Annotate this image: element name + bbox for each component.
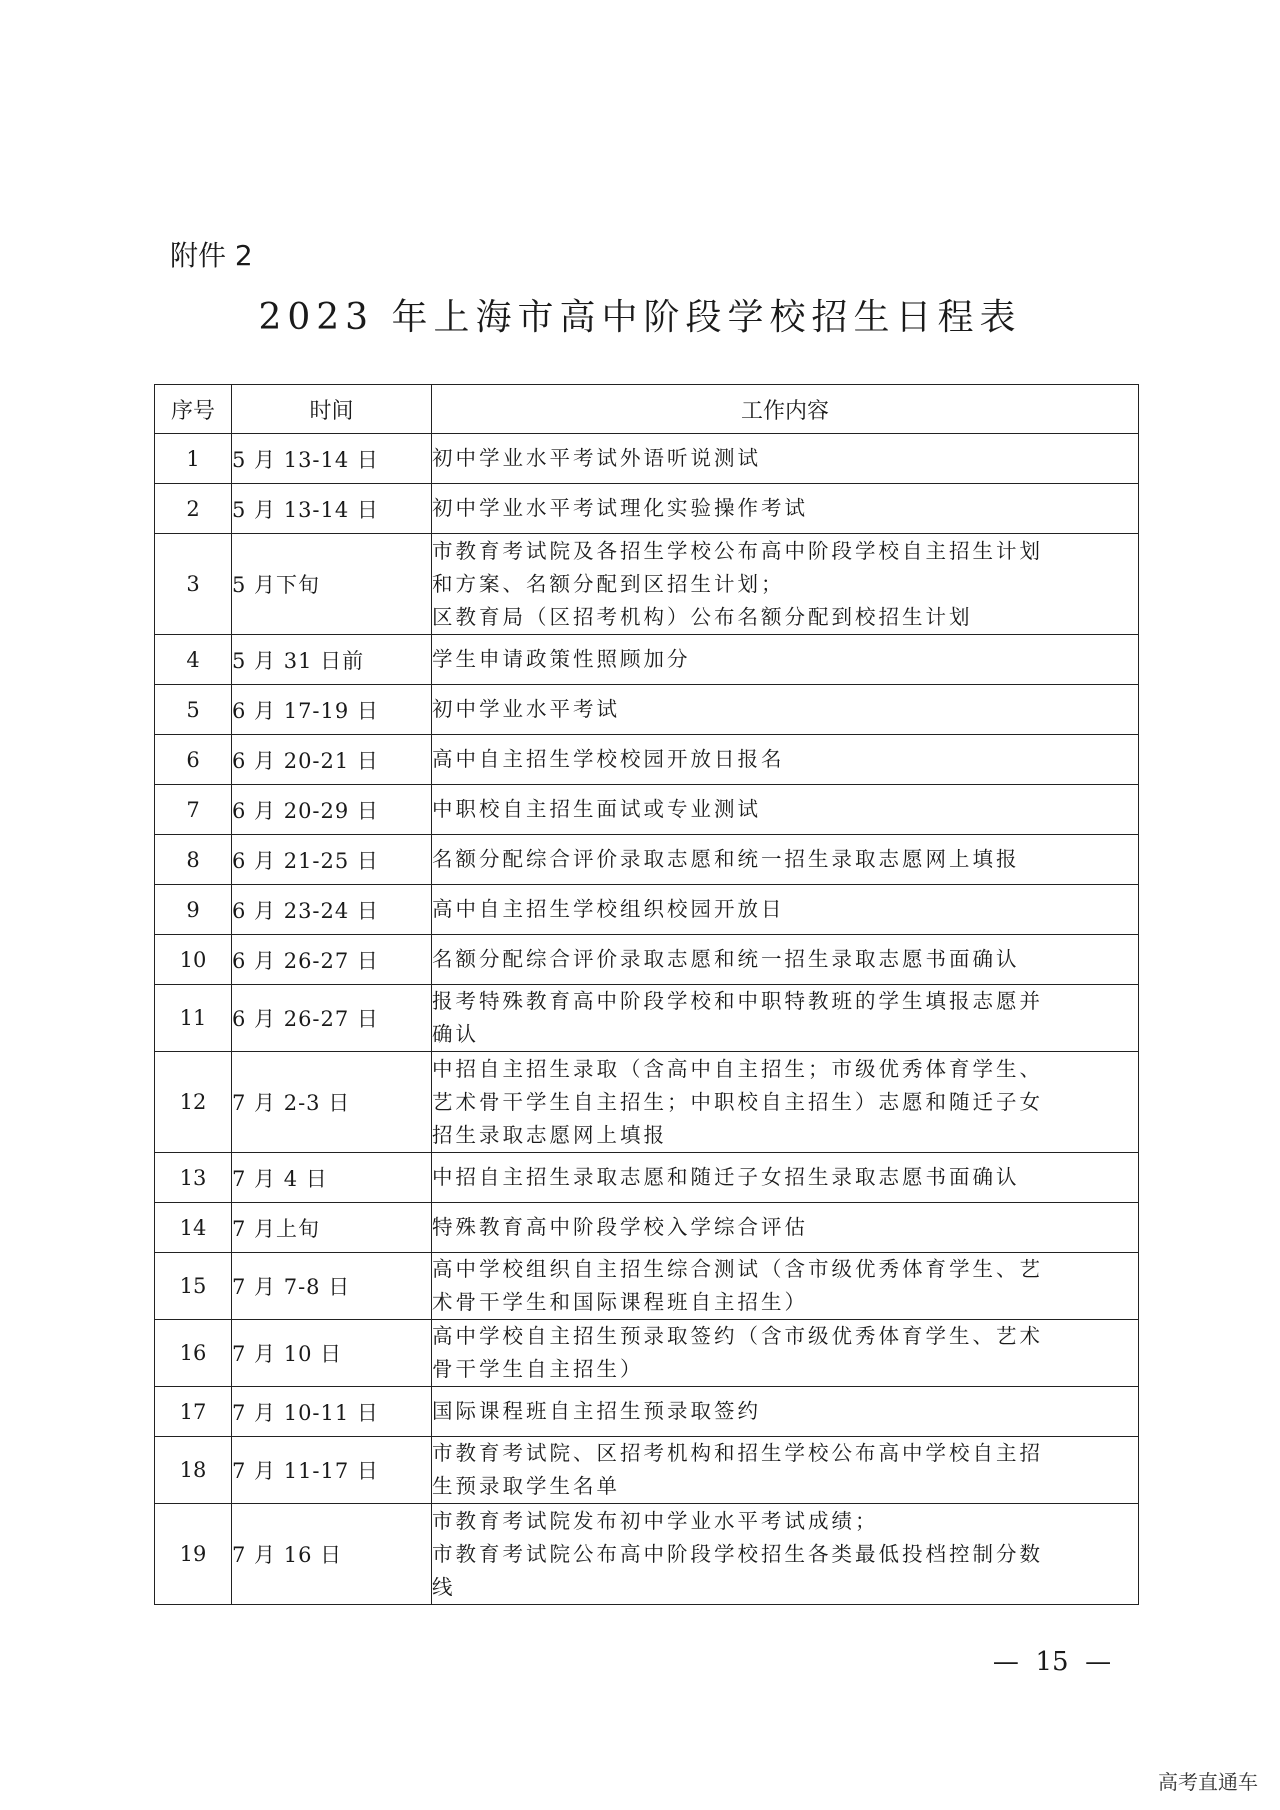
row-time: 7 月 4 日 xyxy=(232,1153,432,1203)
row-number: 12 xyxy=(155,1052,232,1153)
task-line: 市教育考试院、区招考机构和招生学校公布高中学校自主招 xyxy=(432,1441,1043,1465)
table-row xyxy=(155,685,1139,735)
row-task xyxy=(432,1504,1139,1605)
table-body xyxy=(155,434,1139,1605)
row-time: 6 月 20-29 日 xyxy=(232,785,432,835)
task-line: 高中自主招生学校组织校园开放日 xyxy=(432,897,785,921)
table-row xyxy=(155,1203,1139,1253)
row-time: 7 月 11-17 日 xyxy=(232,1437,432,1504)
row-task xyxy=(432,1253,1139,1320)
row-time: 6 月 21-25 日 xyxy=(232,835,432,885)
document-title: 2023 年上海市高中阶段学校招生日程表 xyxy=(258,297,1022,338)
row-time: 7 月上旬 xyxy=(232,1203,432,1253)
table-row xyxy=(155,1253,1139,1320)
row-time: 7 月 16 日 xyxy=(232,1504,432,1605)
row-task xyxy=(432,1052,1139,1153)
task-line: 名额分配综合评价录取志愿和统一招生录取志愿网上填报 xyxy=(432,847,1020,871)
row-number: 17 xyxy=(155,1387,232,1437)
task-line: 和方案、名额分配到区招生计划； xyxy=(432,571,785,596)
row-time: 5 月下旬 xyxy=(232,534,432,635)
table-row xyxy=(155,1153,1139,1203)
table-row xyxy=(155,434,1139,484)
task-line: 术骨干学生和国际课程班自主招生） xyxy=(432,1290,808,1314)
row-number: 13 xyxy=(155,1153,232,1203)
table-header-row xyxy=(155,385,1139,434)
table-row xyxy=(155,635,1139,685)
row-task xyxy=(432,1437,1139,1504)
table-row xyxy=(155,785,1139,835)
row-task xyxy=(432,534,1139,635)
row-time: 6 月 23-24 日 xyxy=(232,885,432,935)
task-line: 区教育局（区招考机构）公布名额分配到校招生计划 xyxy=(432,604,973,629)
row-number: 19 xyxy=(155,1504,232,1605)
row-number: 16 xyxy=(155,1320,232,1387)
row-task xyxy=(432,835,1139,885)
table-row xyxy=(155,1437,1139,1504)
table-row xyxy=(155,1504,1139,1605)
task-line: 初中学业水平考试外语听说测试 xyxy=(432,446,761,470)
row-task xyxy=(432,935,1139,985)
row-time: 7 月 10-11 日 xyxy=(232,1387,432,1437)
table-row xyxy=(155,835,1139,885)
task-line: 市教育考试院发布初中学业水平考试成绩； xyxy=(432,1508,879,1533)
row-time: 6 月 26-27 日 xyxy=(232,985,432,1052)
table-row xyxy=(155,534,1139,635)
row-number: 3 xyxy=(155,534,232,635)
row-time: 6 月 17-19 日 xyxy=(232,685,432,735)
row-time: 6 月 26-27 日 xyxy=(232,935,432,985)
task-line: 高中学校组织自主招生综合测试（含市级优秀体育学生、艺 xyxy=(432,1257,1043,1281)
task-line: 初中学业水平考试理化实验操作考试 xyxy=(432,496,808,520)
task-line: 中招自主招生录取志愿和随迁子女招生录取志愿书面确认 xyxy=(432,1165,1020,1189)
attachment-label: 附件 2 xyxy=(170,239,253,272)
row-task xyxy=(432,635,1139,685)
task-line: 报考特殊教育高中阶段学校和中职特教班的学生填报志愿并 xyxy=(432,989,1043,1013)
row-number: 2 xyxy=(155,484,232,534)
row-task xyxy=(432,1387,1139,1437)
row-time: 7 月 7-8 日 xyxy=(232,1253,432,1320)
row-task xyxy=(432,685,1139,735)
row-time: 7 月 2-3 日 xyxy=(232,1052,432,1153)
row-number: 1 xyxy=(155,434,232,484)
row-task xyxy=(432,1203,1139,1253)
row-time: 6 月 20-21 日 xyxy=(232,735,432,785)
task-line: 名额分配综合评价录取志愿和统一招生录取志愿书面确认 xyxy=(432,947,1020,971)
row-number: 5 xyxy=(155,685,232,735)
task-line: 骨干学生自主招生） xyxy=(432,1357,644,1381)
row-task xyxy=(432,1153,1139,1203)
task-line: 线 xyxy=(432,1574,456,1599)
row-time: 5 月 13-14 日 xyxy=(232,434,432,484)
row-time: 7 月 10 日 xyxy=(232,1320,432,1387)
row-task xyxy=(432,1320,1139,1387)
task-line: 生预录取学生名单 xyxy=(432,1474,620,1498)
task-line: 初中学业水平考试 xyxy=(432,697,620,721)
task-line: 特殊教育高中阶段学校入学综合评估 xyxy=(432,1215,808,1239)
row-number: 6 xyxy=(155,735,232,785)
task-line: 高中自主招生学校校园开放日报名 xyxy=(432,747,785,771)
header-task: 工作内容 xyxy=(432,385,1139,434)
row-task xyxy=(432,885,1139,935)
table-row xyxy=(155,935,1139,985)
row-number: 4 xyxy=(155,635,232,685)
task-line: 艺术骨干学生自主招生；中职校自主招生）志愿和随迁子女 xyxy=(432,1089,1043,1114)
row-task xyxy=(432,484,1139,534)
row-task xyxy=(432,785,1139,835)
row-number: 18 xyxy=(155,1437,232,1504)
watermark: 高考直通车 xyxy=(1158,1770,1258,1794)
table-row xyxy=(155,985,1139,1052)
table-row xyxy=(155,484,1139,534)
task-line: 市教育考试院及各招生学校公布高中阶段学校自主招生计划 xyxy=(432,538,1043,563)
schedule-table xyxy=(154,384,1139,1605)
row-number: 11 xyxy=(155,985,232,1052)
task-line: 确认 xyxy=(432,1022,479,1046)
row-number: 15 xyxy=(155,1253,232,1320)
task-line: 学生申请政策性照顾加分 xyxy=(432,647,691,671)
page-number: — 15 — xyxy=(992,1647,1112,1677)
header-time: 时间 xyxy=(232,385,432,434)
task-line: 市教育考试院公布高中阶段学校招生各类最低投档控制分数 xyxy=(432,1541,1043,1566)
row-number: 10 xyxy=(155,935,232,985)
task-line: 招生录取志愿网上填报 xyxy=(432,1122,667,1147)
row-time: 5 月 31 日前 xyxy=(232,635,432,685)
table-row xyxy=(155,885,1139,935)
row-number: 14 xyxy=(155,1203,232,1253)
row-task xyxy=(432,434,1139,484)
row-number: 9 xyxy=(155,885,232,935)
task-line: 中职校自主招生面试或专业测试 xyxy=(432,797,761,821)
table-row xyxy=(155,1052,1139,1153)
header-number: 序号 xyxy=(155,385,232,434)
task-line: 中招自主招生录取（含高中自主招生；市级优秀体育学生、 xyxy=(432,1056,1043,1081)
row-task xyxy=(432,985,1139,1052)
task-line: 高中学校自主招生预录取签约（含市级优秀体育学生、艺术 xyxy=(432,1324,1043,1348)
row-number: 8 xyxy=(155,835,232,885)
row-task xyxy=(432,735,1139,785)
table-row xyxy=(155,735,1139,785)
task-line: 国际课程班自主招生预录取签约 xyxy=(432,1399,761,1423)
table-row xyxy=(155,1387,1139,1437)
row-number: 7 xyxy=(155,785,232,835)
row-time: 5 月 13-14 日 xyxy=(232,484,432,534)
table-row xyxy=(155,1320,1139,1387)
